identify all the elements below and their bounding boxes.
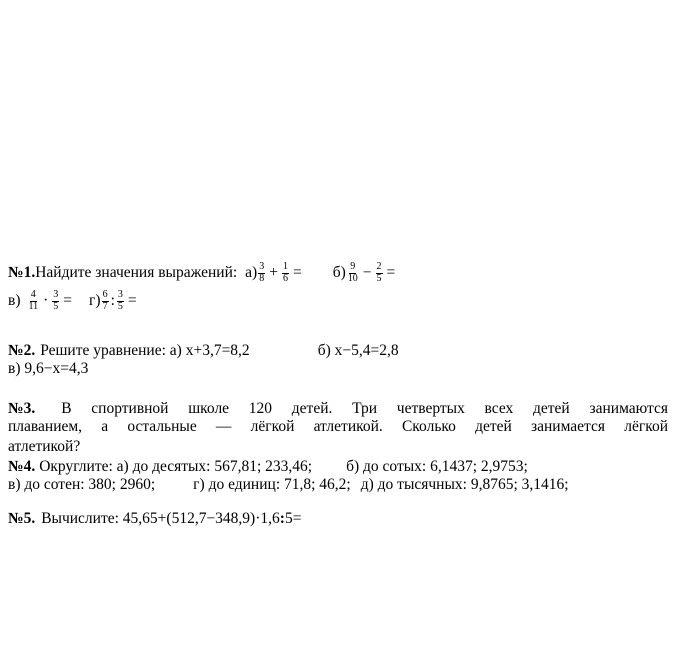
fraction: $\frac{2}{5}$	[376, 261, 382, 284]
fraction: $\frac{4}{11}$	[28, 289, 39, 312]
task1-number: №1.	[8, 264, 36, 281]
task4-line2	[8, 476, 569, 494]
task1-text: Найдите значения выражений:	[35, 264, 238, 281]
fraction: $\frac{9}{10}$	[347, 261, 358, 284]
task2-text: Решите уравнение: а) x+3,7=8,2	[40, 342, 250, 359]
task2-v: в) 9,6−x=4,3	[8, 360, 89, 377]
task4-number: №4.	[8, 458, 36, 475]
task3-line1	[8, 400, 668, 418]
fraction: $\frac{3}{8}$	[259, 261, 265, 284]
task5-text: Вычислите: 45,65+(512,7−348,9)·1,6	[41, 510, 280, 527]
fraction: $\frac{1}{6}$	[282, 261, 288, 284]
task3-line1-text: В спортивной школе 120 детей. Три четвертых всех детей занимаются	[61, 400, 668, 417]
task4-b: б) до сотых: 6,1437; 2,9753;	[346, 458, 528, 475]
task5-tail: 5=	[284, 510, 302, 527]
task2-number: №2.	[8, 342, 36, 359]
fraction: $\frac{6}{7}$	[102, 289, 108, 312]
fraction: $\frac{3}{5}$	[117, 289, 123, 312]
task1-g-label: г)	[89, 292, 101, 309]
fraction: $\frac{3}{5}$	[53, 289, 59, 312]
task4-v: в) до сотен: 380; 2960;	[8, 476, 156, 493]
task2-line1	[8, 342, 399, 360]
task2-line2	[8, 360, 88, 378]
task4-g: г) до единиц: 71,8; 46,2;	[193, 476, 351, 493]
task1-line2: в) $\frac{4}{11}$ · $\frac{3}{5}$ = г) $\frac{6}{7}$ : $\frac{3}{5}$ =	[8, 289, 137, 312]
task2-b: б) x−5,4=2,8	[317, 342, 399, 359]
task4-d: д) до тысячных: 9,8765; 3,1416;	[360, 476, 569, 493]
task1-v-label: в)	[8, 292, 21, 309]
task3-line2: плаванием, а остальные — лёгкой атлетикой. Сколько детей занимается лёгкой	[8, 418, 668, 435]
task4-line1	[8, 458, 528, 476]
task4-a: Округлите: а) до десятых: 567,81; 233,46;	[39, 458, 313, 475]
task5-number: №5.	[8, 510, 36, 527]
task5-colon: :	[279, 510, 285, 527]
task1-a-label: а)	[245, 264, 258, 281]
task3-number: №3.	[8, 400, 36, 417]
task1-b-label: б)	[332, 264, 346, 281]
task3-line3: атлетикой?	[8, 438, 81, 455]
task1-line1: №1. Найдите значения выражений: а) $\frac{3}{8}$ + $\frac{1}{6}$ = б) $\frac{9}{10}$ − $\frac{2}{5}$ =	[8, 261, 396, 284]
task5-line	[8, 510, 301, 528]
